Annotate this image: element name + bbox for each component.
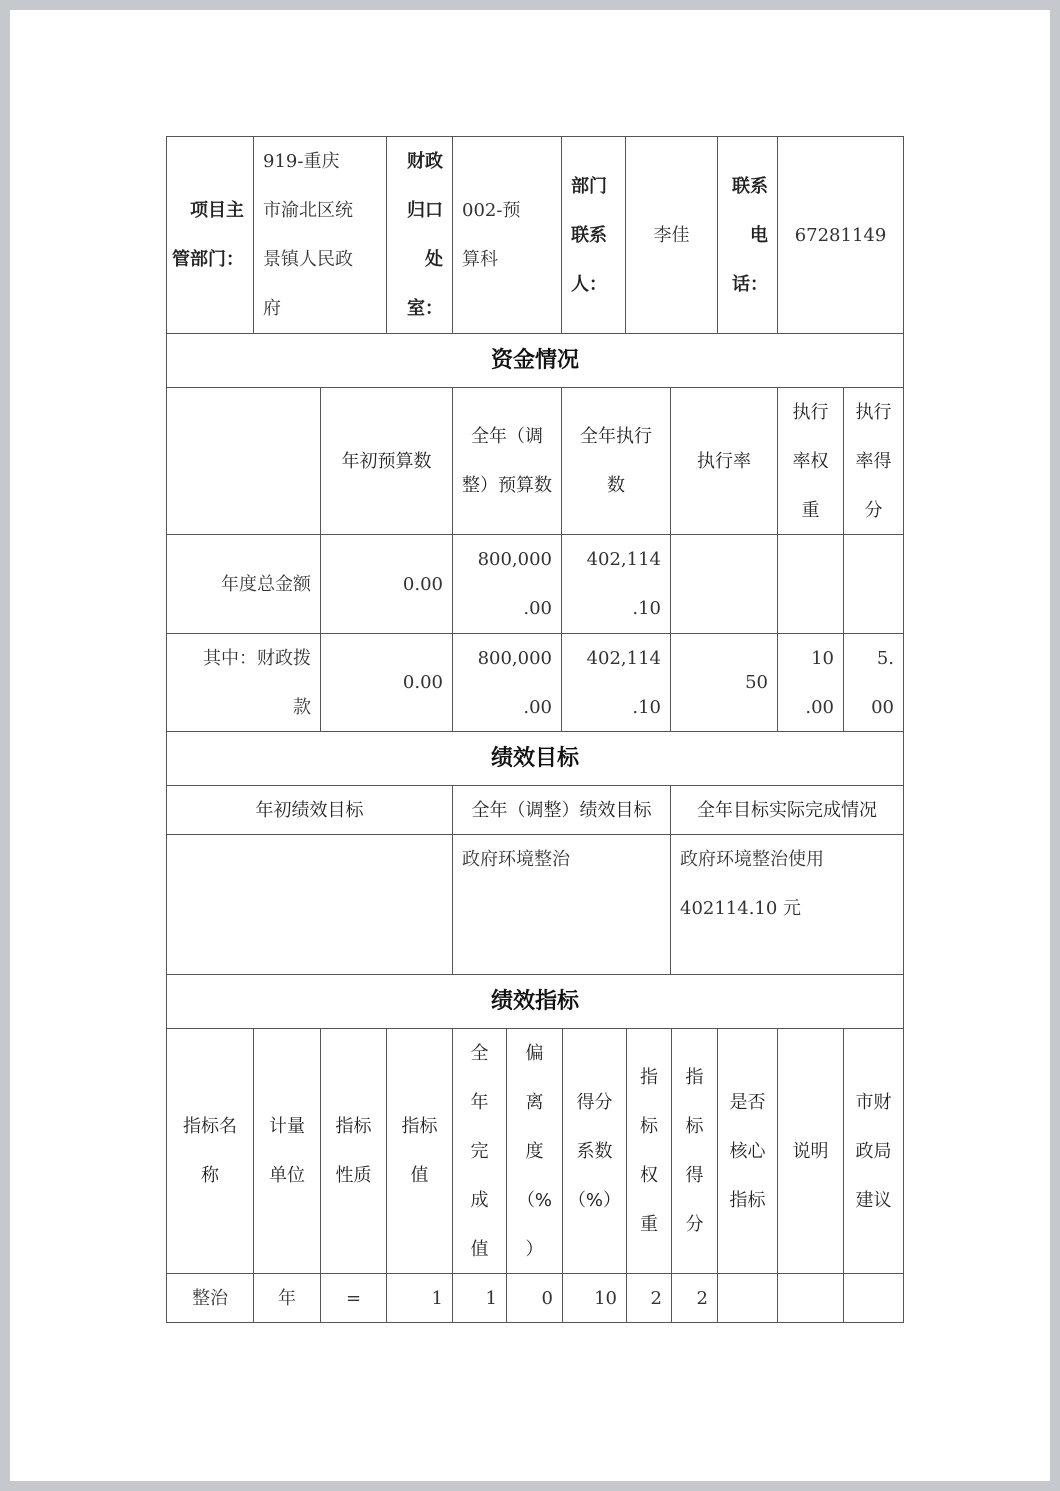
funds-col-score: 执行 率得 分 — [843, 387, 904, 535]
goals-actual-value: 政府环境整治使用 402114.10 元 — [670, 834, 904, 975]
funds-row-rate — [670, 534, 778, 634]
dept-value: 919-重庆 市渝北区统 景镇人民政 府 — [253, 136, 387, 334]
funds-row-label: 其中：财政拨 款 — [166, 633, 321, 732]
phone-value: 67281149 — [777, 136, 904, 334]
finance-label: 财政 归口 处 室： — [386, 136, 453, 334]
finance-value: 002-预 算科 — [452, 136, 562, 334]
ind-row-deviation: 0 — [506, 1273, 563, 1323]
ind-col-suggestion: 市财 政局 建议 — [843, 1028, 904, 1274]
funds-col-initial: 年初预算数 — [320, 387, 453, 535]
goals-initial-value — [166, 834, 453, 975]
funds-row-score: 5. 00 — [843, 633, 904, 732]
ind-row-suggestion — [843, 1273, 904, 1323]
goals-adjusted-value: 政府环境整治 — [452, 834, 671, 975]
funds-col-executed: 全年执行 数 — [561, 387, 671, 535]
funds-row-label: 年度总金额 — [166, 534, 321, 634]
ind-col-deviation: 偏 离 度 （% ） — [506, 1028, 563, 1274]
funds-col-adjusted: 全年（调 整）预算数 — [452, 387, 562, 535]
phone-label: 联系 电 话： — [717, 136, 778, 334]
ind-col-core: 是否 核心 指标 — [717, 1028, 778, 1274]
funds-row-weight — [777, 534, 844, 634]
ind-col-weight: 指 标 权 重 — [626, 1028, 672, 1274]
goals-col-adjusted: 全年（调整）绩效目标 — [452, 785, 671, 835]
funds-section-title: 资金情况 — [166, 333, 904, 388]
ind-row-actual: 1 — [452, 1273, 507, 1323]
ind-col-score: 指 标 得 分 — [671, 1028, 718, 1274]
ind-col-name: 指标名 称 — [166, 1028, 254, 1274]
ind-col-actual: 全 年 完 成 值 — [452, 1028, 507, 1274]
contact-value: 李佳 — [625, 136, 718, 334]
ind-row-coefficient: 10 — [562, 1273, 627, 1323]
funds-col-blank — [166, 387, 321, 535]
ind-col-nature: 指标 性质 — [320, 1028, 387, 1274]
funds-row-initial: 0.00 — [320, 633, 453, 732]
funds-row-adjusted: 800,000 .00 — [452, 534, 562, 634]
ind-row-nature: = — [320, 1273, 387, 1323]
ind-col-coefficient: 得分 系数 （%） — [562, 1028, 627, 1274]
ind-row-core — [717, 1273, 778, 1323]
funds-row-weight: 10 .00 — [777, 633, 844, 732]
ind-row-score: 2 — [671, 1273, 718, 1323]
funds-row-score — [843, 534, 904, 634]
ind-col-note: 说明 — [777, 1028, 844, 1274]
ind-row-weight: 2 — [626, 1273, 672, 1323]
funds-col-rate: 执行率 — [670, 387, 778, 535]
goals-col-actual: 全年目标实际完成情况 — [670, 785, 904, 835]
contact-label: 部门 联系 人： — [561, 136, 626, 334]
dept-label: 项目主 管部门： — [166, 136, 254, 334]
funds-row-initial: 0.00 — [320, 534, 453, 634]
ind-row-target: 1 — [386, 1273, 453, 1323]
ind-col-target: 指标 值 — [386, 1028, 453, 1274]
funds-row-rate: 50 — [670, 633, 778, 732]
ind-row-unit: 年 — [253, 1273, 321, 1323]
funds-col-weight: 执行 率权 重 — [777, 387, 844, 535]
funds-row-executed: 402,114 .10 — [561, 534, 671, 634]
ind-row-name: 整治 — [166, 1273, 254, 1323]
ind-row-note — [777, 1273, 844, 1323]
funds-row-adjusted: 800,000 .00 — [452, 633, 562, 732]
goals-col-initial: 年初绩效目标 — [166, 785, 453, 835]
ind-col-unit: 计量 单位 — [253, 1028, 321, 1274]
document-page — [10, 10, 1050, 1481]
funds-row-executed: 402,114 .10 — [561, 633, 671, 732]
goals-section-title: 绩效目标 — [166, 731, 904, 786]
indicators-section-title: 绩效指标 — [166, 974, 904, 1029]
